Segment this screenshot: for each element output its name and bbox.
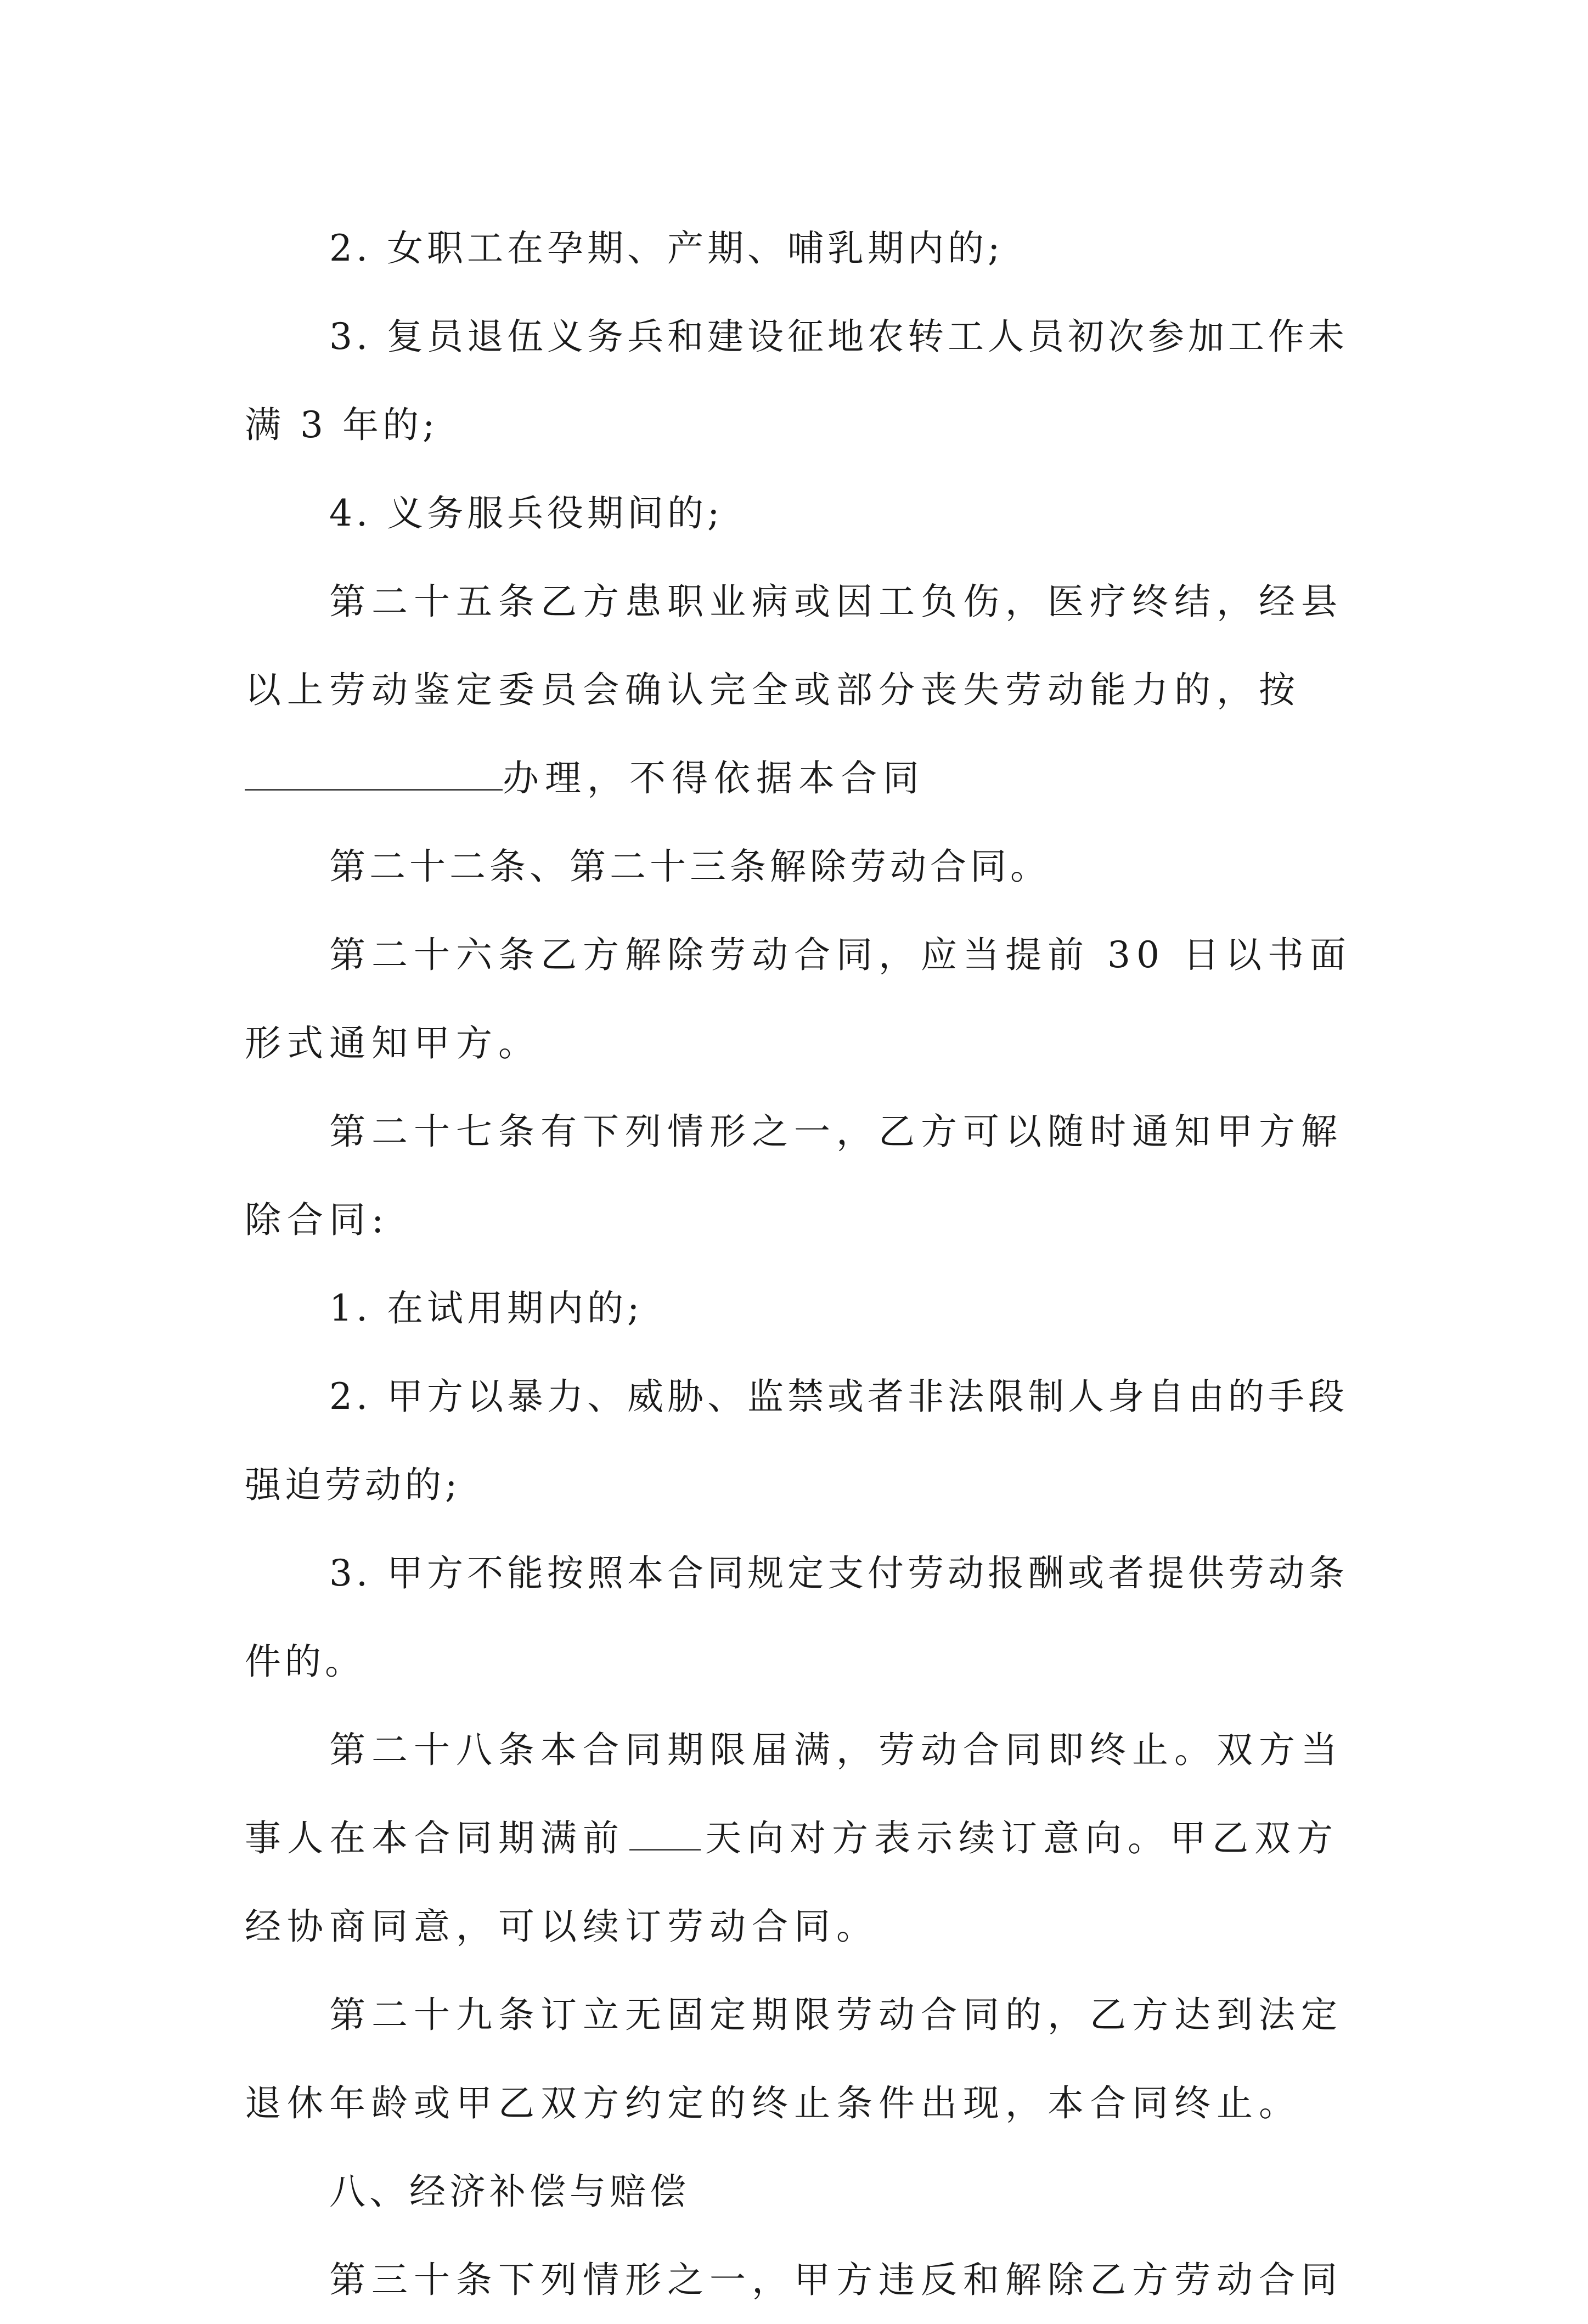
article-25-fill-blank[interactable] — [245, 760, 503, 791]
article-29: 第二十九条订立无固定期限劳动合同的，乙方达到法定退休年龄或甲乙双方约定的终止条件出现，本合同终止。 — [245, 1994, 1343, 2124]
article-25-text: 第二十五条乙方患职业病或因工负伤，医疗终结，经县以上劳动鉴定委员会确认完全或部分丧失劳动能力的，按 — [245, 580, 1343, 711]
article-26: 第二十六条乙方解除劳动合同，应当提前 30 日以书面形式通知甲方。 — [245, 934, 1352, 1064]
article-28-continuation: 天向对方表示续订意向。甲乙双方经协商同意，可以续订劳动合同。 — [245, 1817, 1339, 1948]
article-27-item-1: 1. 在试用期内的; — [329, 1287, 644, 1329]
article-28-days-blank[interactable] — [629, 1820, 701, 1851]
clause-item-4-military-service: 4. 义务服兵役期间的; — [329, 492, 724, 534]
document-body — [245, 204, 1359, 2324]
article-25-continuation: 办理，不得依据本合同 — [503, 757, 925, 799]
section-8-heading: 八、经济补偿与赔偿 — [329, 2170, 690, 2213]
article-27: 第二十七条有下列情形之一，乙方可以随时通知甲方解除合同: — [245, 1110, 1343, 1241]
article-30: 第三十条下列情形之一，甲方违反和解除乙方劳动合同 — [329, 2259, 1343, 2301]
article-28 — [245, 1706, 1359, 1971]
article-25 — [245, 557, 1359, 822]
article-28-text: 第二十八条本合同期限届满，劳动合同即终止。双方当事人在本合同期满前 — [245, 1729, 1343, 1859]
article-27-item-2: 2. 甲方以暴力、威胁、监禁或者非法限制人身自由的手段强迫劳动的; — [245, 1375, 1348, 1506]
clause-item-2-female-workers: 2. 女职工在孕期、产期、哺乳期内的; — [329, 227, 1004, 269]
article-22-23-reference: 第二十二条、第二十三条解除劳动合同。 — [329, 845, 1050, 888]
article-27-item-3: 3. 甲方不能按照本合同规定支付劳动报酬或者提供劳动条件的。 — [245, 1552, 1348, 1683]
clause-item-3-veterans: 3. 复员退伍义务兵和建设征地农转工人员初次参加工作未满 3 年的; — [245, 315, 1348, 446]
